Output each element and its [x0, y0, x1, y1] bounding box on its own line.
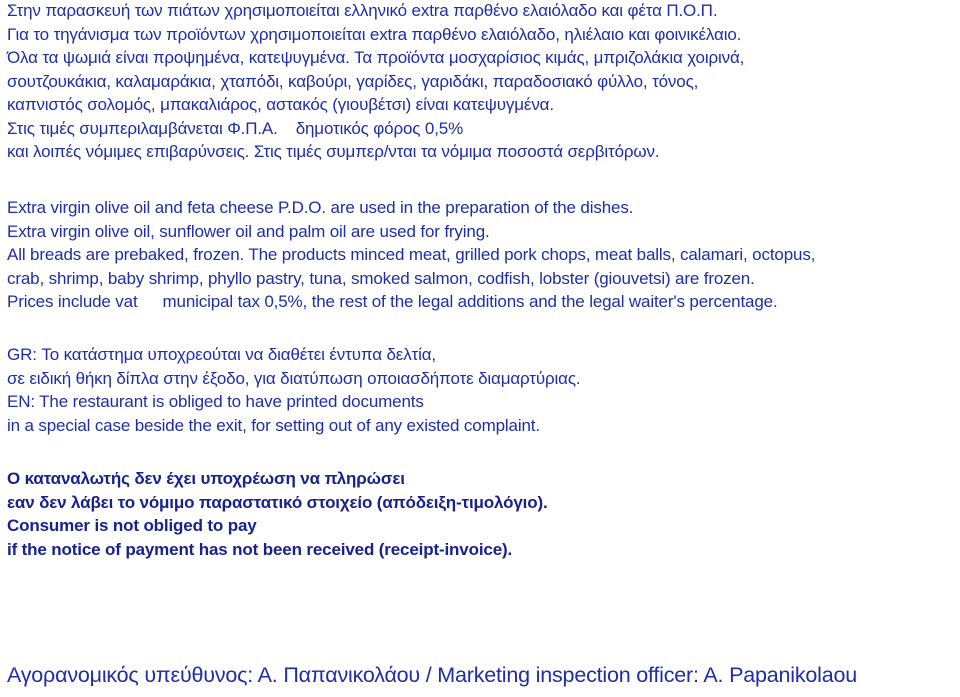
greek-municipal-tax-text: δημοτικός φόρος 0,5% [295, 118, 464, 138]
payment-line: εαν δεν λάβει το νόμιμο παραστατικό στοιχείο (απόδειξη-τιμολόγιο). [7, 492, 548, 512]
english-vat-text: Prices include vat [7, 292, 138, 311]
payment-line: Consumer is not obliged to pay [7, 516, 257, 535]
greek-note-line: Για το τηγάνισμα των προϊόντων χρησιμοποιείται extra παρθένο ελαιόλαδο, ηλιέλαιο και φοινικέλαιο. [7, 24, 742, 44]
english-note-line: Extra virgin olive oil, sunflower oil and palm oil are used for frying. [7, 221, 490, 241]
payment-line: if the notice of payment has not been received (receipt-invoice). [7, 539, 513, 559]
greek-notes [7, 0, 744, 164]
complaints-line: σε ειδική θήκη δίπλα στην έξοδο, για διατύπωση οποιασδήποτε διαμαρτύριας. [7, 368, 581, 388]
greek-note-line: Στην παρασκευή των πιάτων χρησιμοποιείται ελληνικό extra παρθένο ελαιόλαδο και φέτα Π.Ο.Π. [7, 1, 718, 20]
greek-note-line: καπνιστός σολομός, μπακαλιάρος, αστακός (γιουβέτσι) είναι κατεψυγμένα. [7, 95, 554, 114]
english-note-line: All breads are prebaked, frozen. The products minced meat, grilled pork chops, meat balls, calamari, octopus, [7, 245, 816, 264]
english-note-line: crab, shrimp, baby shrimp, phyllo pastry, tuna, smoked salmon, codfish, lobster (giouvetsi) are frozen. [7, 268, 755, 288]
complaints-line: GR: Το κατάστημα υποχρεούται να διαθέτει έντυπα δελτία, [7, 345, 436, 364]
complaints-line: EN: The restaurant is obliged to have printed documents [7, 392, 424, 411]
complaints-notice [7, 343, 580, 437]
english-vat-line [7, 290, 815, 314]
payment-line: Ο καταναλωτής δεν έχει υποχρέωση να πληρώσει [7, 469, 405, 488]
greek-vat-text: Στις τιμές συμπεριλαμβάνεται Φ.Π.Α. [7, 118, 278, 138]
english-notes [7, 196, 815, 314]
marketing-officer-footer: Αγορανομικός υπεύθυνος: Α. Παπανικολάου / Marketing inspection officer: A. Papanikolaou [7, 663, 857, 687]
greek-note-line: σουτζουκάκια, καλαμαράκια, χταπόδι, καβούρι, γαρίδες, γαριδάκι, παραδοσιακό φύλλο, τόνος, [7, 71, 699, 91]
complaints-line: in a special case beside the exit, for setting out of any existed complaint. [7, 415, 540, 435]
payment-notice [7, 467, 548, 561]
english-municipal-tax-text: municipal tax 0,5%, the rest of the legal additions and the legal waiter's percentage. [162, 292, 778, 311]
greek-note-line: Όλα τα ψωμιά είναι προψημένα, κατεψυγμένα. Τα προϊόντα μοσχαρίσιος κιμάς, μπριζολάκια χοιρινά, [7, 48, 745, 67]
english-note-line: Extra virgin olive oil and feta cheese P.D.O. are used in the preparation of the dishes. [7, 198, 634, 217]
greek-vat-line [7, 117, 744, 141]
greek-note-line: και λοιπές νόμιμες επιβαρύνσεις. Στις τιμές συμπερ/νται τα νόμιμα ποσοστά σερβιτόρων. [7, 142, 660, 161]
